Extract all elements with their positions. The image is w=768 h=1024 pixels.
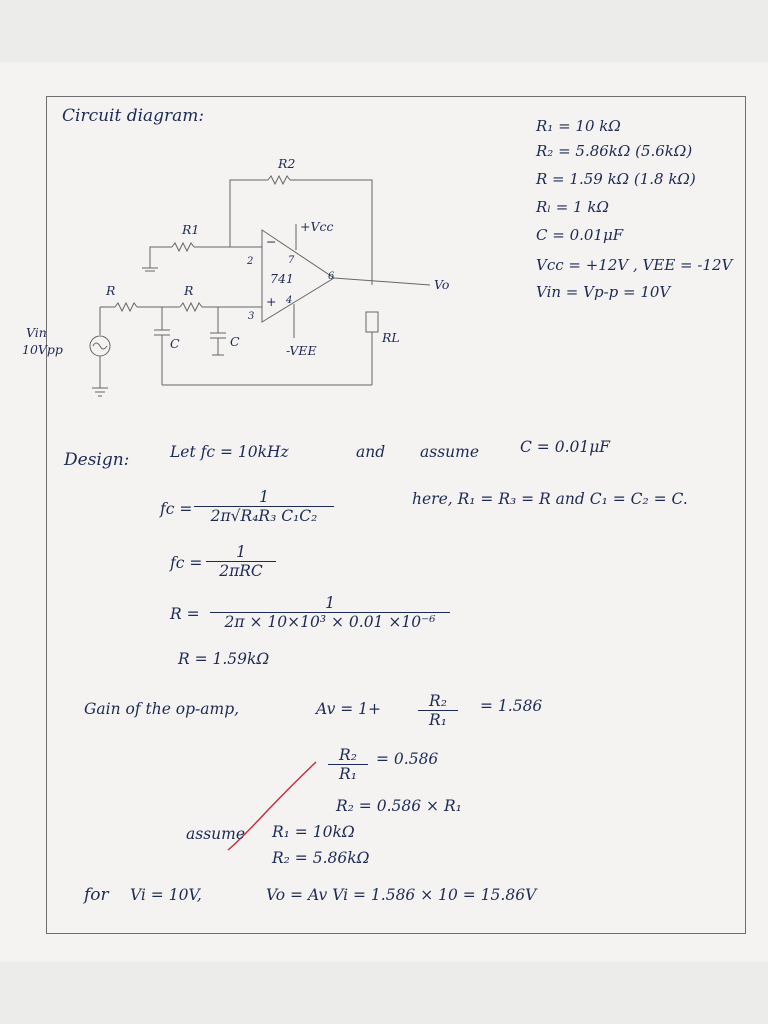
r1-value: R₁ = 10kΩ — [272, 823, 355, 841]
label-minus: − — [266, 234, 277, 249]
r-denominator: 2π × 10×10³ × 0.01 ×10⁻⁶ — [224, 613, 436, 631]
ratio-numerator: R₂ — [328, 746, 368, 765]
value-r: R = 1.59 kΩ (1.8 kΩ) — [536, 170, 696, 188]
vo-expression: Vo = Av Vi = 1.586 × 10 = 15.86V — [266, 886, 537, 904]
fc-numerator: 1 — [194, 488, 334, 507]
r-fraction — [210, 594, 450, 631]
label-pin3: 3 — [248, 311, 255, 322]
fc2-fraction — [206, 543, 276, 580]
gain-fraction — [418, 692, 458, 729]
assume-label: assume — [186, 825, 246, 843]
gain-av: Av = 1+ — [316, 700, 382, 718]
design-c-value: C = 0.01μF — [520, 438, 611, 456]
fc-lhs: fc = — [160, 500, 193, 518]
fc-denominator: 2π√R₄R₃ C₁C₂ — [210, 507, 318, 525]
r-lhs: R = — [170, 605, 200, 623]
fc2-lhs: fc = — [170, 554, 203, 572]
value-supply: Vcc = +12V , VEE = -12V — [536, 256, 733, 274]
label-c1: C — [170, 336, 180, 351]
label-vo: Vo — [434, 277, 450, 292]
value-vin: Vin = Vp-p = 10V — [536, 283, 671, 301]
design-and: and — [356, 443, 386, 461]
ratio-value: = 0.586 — [376, 750, 439, 768]
fc-fraction — [194, 488, 334, 525]
label-r-b: R — [184, 283, 194, 298]
label-rl: RL — [382, 330, 400, 345]
gain-result: = 1.586 — [480, 697, 543, 715]
label-vee: -VEE — [286, 343, 317, 358]
design-let-fc: Let fc = 10kHz — [170, 443, 289, 461]
value-c: C = 0.01μF — [536, 226, 624, 244]
r2-value: R₂ = 5.86kΩ — [272, 849, 370, 867]
label-pin4: 4 — [286, 295, 293, 306]
label-vin: Vin — [26, 325, 47, 340]
gain-denominator: R₁ — [429, 711, 447, 729]
fc2-numerator: 1 — [206, 543, 276, 562]
gain-numerator: R₂ — [418, 692, 458, 711]
label-vcc: +Vcc — [300, 219, 334, 234]
label-r1: R1 — [182, 222, 200, 237]
design-here: here, R₁ = R₃ = R and C₁ = C₂ = C. — [412, 490, 688, 508]
fc2-denominator: 2πRC — [219, 562, 263, 580]
r-result: R = 1.59kΩ — [178, 650, 270, 668]
label-pin2: 2 — [247, 256, 254, 267]
ratio-denominator: R₁ — [339, 765, 357, 783]
value-r1: R₁ = 10 kΩ — [536, 117, 621, 135]
for-label: for — [84, 885, 109, 905]
value-rl: Rₗ = 1 kΩ — [536, 198, 609, 216]
label-plus: + — [266, 294, 277, 309]
label-ic-741: 741 — [270, 271, 294, 286]
r2-expression: R₂ = 0.586 × R₁ — [336, 797, 462, 815]
design-assume: assume — [420, 443, 480, 461]
label-vin-amplitude: 10Vpp — [22, 342, 63, 357]
page-title: Circuit diagram: — [62, 106, 205, 126]
ratio-fraction — [328, 746, 368, 783]
label-r2: R2 — [278, 156, 296, 171]
label-r-a: R — [106, 283, 116, 298]
label-pin7: 7 — [288, 255, 295, 266]
r-numerator: 1 — [210, 594, 450, 613]
label-pin6: 6 — [328, 271, 335, 282]
vi-value: Vi = 10V, — [130, 886, 202, 904]
value-r2: R₂ = 5.86kΩ (5.6kΩ) — [536, 142, 693, 160]
label-c2: C — [230, 334, 240, 349]
design-label: Design: — [64, 450, 130, 470]
gain-label: Gain of the op-amp, — [84, 700, 240, 718]
